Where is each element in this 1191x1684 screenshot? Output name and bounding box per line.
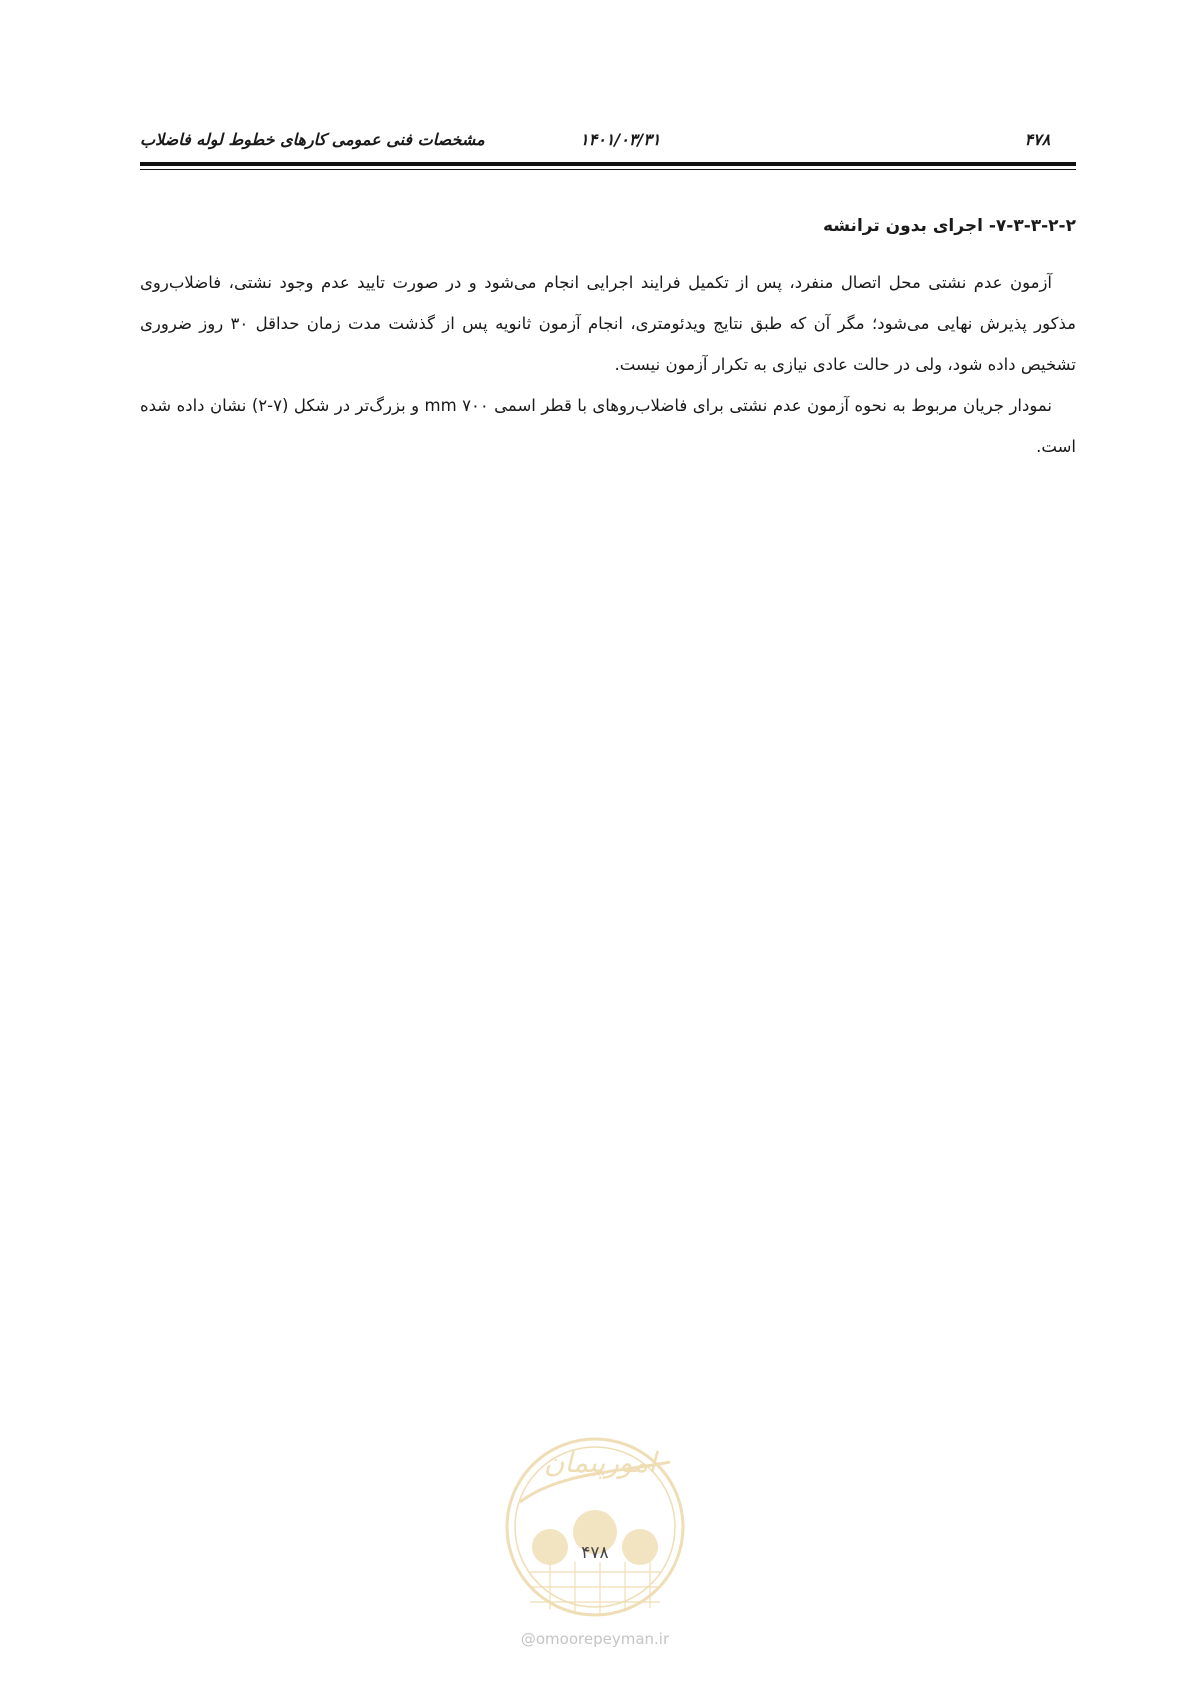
watermark-url: @omoorepeyman.ir — [520, 1630, 670, 1648]
footer-page-number: ۴۷۸ — [581, 1543, 609, 1563]
header-title: مشخصات فنی عمومی کارهای خطوط لوله فاضلاب — [140, 130, 485, 149]
header-page-number: ۴۷۸ — [1024, 130, 1051, 149]
header-date: ۱۴۰۱/۰۳/۳۱ — [580, 130, 661, 149]
section-heading: ۷-۳-۳-۲-۲- اجرای بدون ترانشه — [822, 216, 1076, 236]
paragraph-leak-test: آزمون عدم نشتی محل اتصال منفرد، پس از تکمیل فرایند اجرایی انجام می‌شود و در صورت تایید عدم وجود نشتی، فاضلاب‌روی مذکور پذیرش نهایی می‌شود؛ مگر آن که طبق نتایج ویدئومتری، انجام آزمون ثانویه پس از گذشت مدت زمان حداقل ۳۰ روز ضروری تشخیص داده شود، ولی در حالت عادی نیازی به تکرار آزمون نیست. — [140, 273, 1076, 374]
page-header — [140, 126, 1076, 156]
header-rule-thin — [140, 169, 1076, 170]
document-body — [140, 212, 1076, 467]
watermark-logo-text: امورپیمان — [543, 1446, 657, 1479]
watermark-logo — [500, 1432, 690, 1622]
paragraph-flow-chart-ref: نمودار جریان مربوط به نحوه آزمون عدم نشتی برای فاضلاب‌روهای با قطر اسمی ۷۰۰ mm و بزرگ‌تر در شکل (۷-۲) نشان داده شده است. — [140, 396, 1076, 456]
header-rule-thick — [140, 162, 1076, 166]
